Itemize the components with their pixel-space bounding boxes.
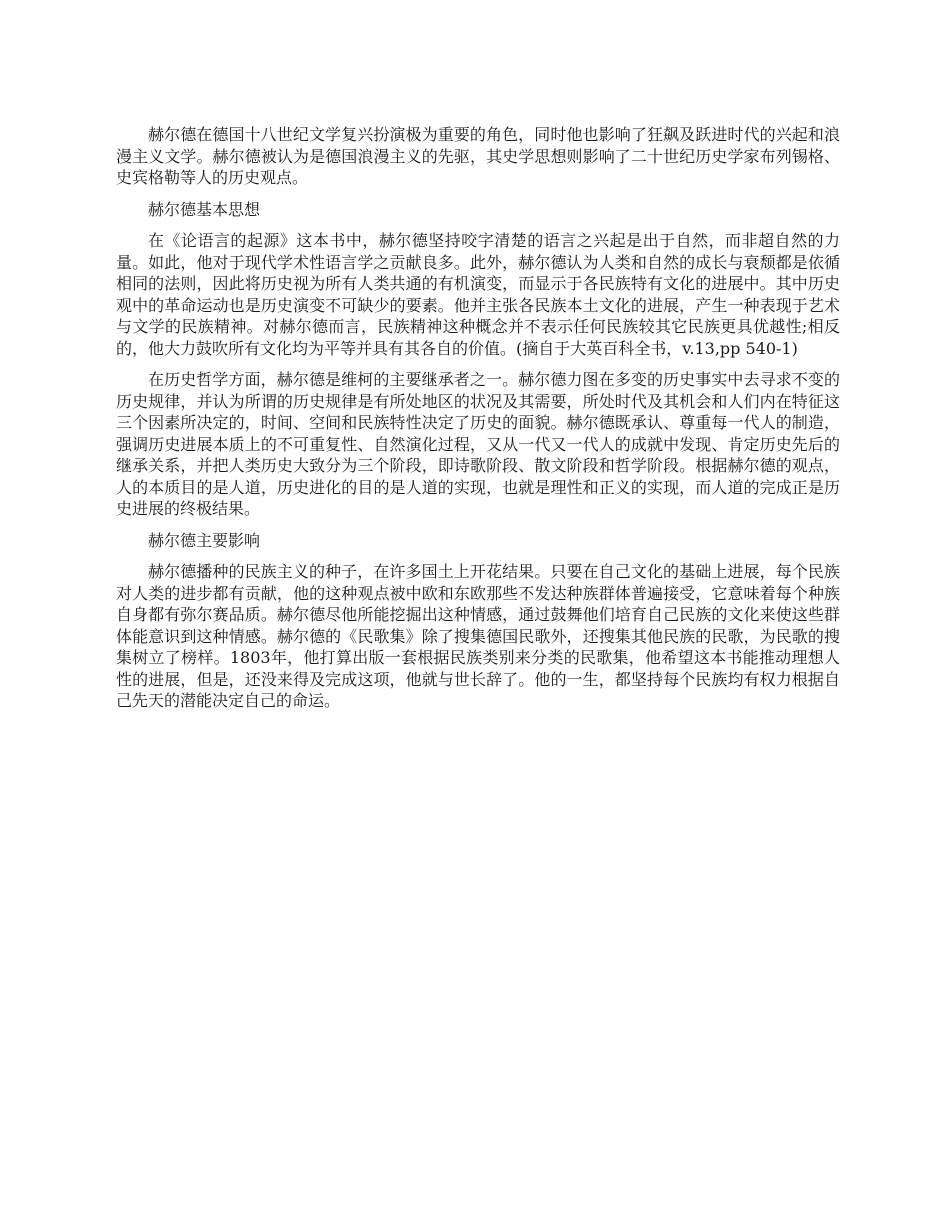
document-body	[116, 124, 840, 722]
paragraph-language-origin: 在《论语言的起源》这本书中，赫尔德坚持咬字清楚的语言之兴起是出于自然，而非超自然的力量。如此，他对于现代学术性语言学之贡献良多。此外，赫尔德认为人类和自然的成长与衰颓都是依循相同的法则，因此将历史视为所有人类共通的有机演变，而显示于各民族特有文化的进展中。其中历史观中的革命运动也是历史演变不可缺少的要素。他并主张各民族本土文化的进展，产生一种表现于艺术与文学的民族精神。对赫尔德而言，民族精神这种概念并不表示任何民族较其它民族更具优越性;相反的，他大力鼓吹所有文化均为平等并具有其各自的价值。(摘自于大英百科全书，v.13,pp 540-1)	[116, 231, 840, 358]
paragraph-philosophy-of-history: 在历史哲学方面，赫尔德是维柯的主要继承者之一。赫尔德力图在多变的历史事实中去寻求不变的历史规律，并认为所谓的历史规律是有所处地区的状况及其需要，所处时代及其机会和人们内在特征这三个因素所决定的，时间、空间和民族特性决定了历史的面貌。赫尔德既承认、尊重每一代人的制造，强调历史进展本质上的不可重复性、自然演化过程，又从一代又一代人的成就中发现、肯定历史先后的继承关系，并把人类历史大致分为三个阶段，即诗歌阶段、散文阶段和哲学阶段。根据赫尔德的观点，人的本质目的是人道，历史进化的目的是人道的实现，也就是理性和正义的实现，而人道的完成正是历史进展的终极结果。	[116, 370, 840, 518]
paragraph-nationalism: 赫尔德播种的民族主义的种子，在许多国土上开花结果。只要在自己文化的基础上进展，每个民族对人类的进步都有贡献，他的这种观点被中欧和东欧那些不发达种族群体普遍接受，它意味着每个种族自身都有弥尔赛品质。赫尔德尽他所能挖掘出这种情感，通过鼓舞他们培育自己民族的文化来使这些群体能意识到这种情感。赫尔德的《民歌集》除了搜集德国民歌外，还搜集其他民族的民歌，为民歌的搜集树立了榜样。1803年，他打算出版一套根据民族类别来分类的民歌集，他希望这本书能推动理想人性的进展，但是，还没来得及完成这项，他就与世长辞了。他的一生，都坚持每个民族均有权力根据自己先天的潜能决定自己的命运。	[116, 562, 840, 710]
section-heading-basic-thought: 赫尔德基本思想	[148, 199, 261, 219]
section-heading-main-influence: 赫尔德主要影响	[148, 530, 261, 550]
intro-paragraph: 赫尔德在德国十八世纪文学复兴扮演极为重要的角色，同时他也影响了狂飙及跃进时代的兴起和浪漫主义文学。赫尔德被认为是德国浪漫主义的先驱，其史学思想则影响了二十世纪历史学家布列锡格、史宾格勒等人的历史观点。	[116, 125, 840, 187]
